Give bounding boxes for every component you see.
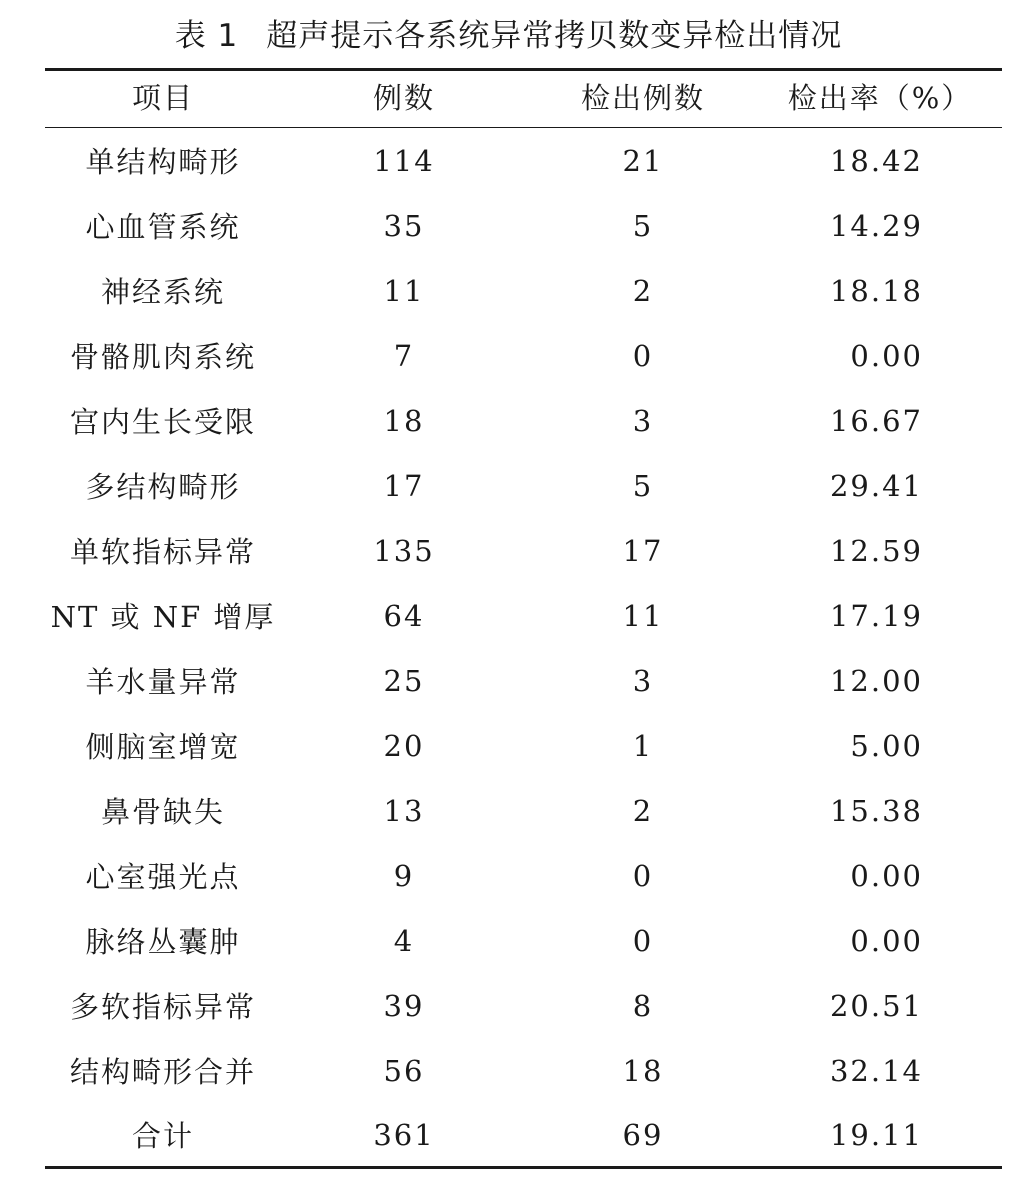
table-row: [45, 453, 1002, 518]
cell-rate: 5.00: [850, 728, 923, 763]
cell-cases: 39: [383, 988, 425, 1023]
table-header-row: [45, 64, 1002, 129]
cell-detected: 3: [632, 403, 654, 438]
cell-detected: 3: [632, 663, 654, 698]
cell-detected: 17: [622, 533, 664, 568]
table-row: [45, 973, 1002, 1038]
cell-item: 羊水量异常: [85, 665, 241, 699]
table-row: [45, 648, 1002, 713]
header-item: 项目: [131, 81, 194, 115]
cell-detected: 18: [622, 1053, 664, 1088]
cell-rate: 19.11: [829, 1117, 923, 1152]
table-row: [45, 843, 1002, 908]
cell-rate: 0.00: [850, 923, 923, 958]
cell-cases: 361: [373, 1117, 435, 1152]
cell-cases: 9: [393, 858, 415, 893]
cell-item: 结构畸形合并: [69, 1055, 256, 1089]
cell-cases: 135: [373, 533, 435, 568]
header-cases: 例数: [372, 81, 435, 115]
cell-cases: 11: [383, 273, 425, 308]
cell-detected: 8: [632, 988, 654, 1023]
cell-cases: 56: [383, 1053, 425, 1088]
cell-cases: 64: [383, 598, 425, 633]
cell-cases: 4: [393, 923, 415, 958]
header-detection-rate: 检出率（%）: [787, 81, 973, 115]
bottom-rule: [45, 1166, 1002, 1169]
cell-detected: 11: [622, 598, 664, 633]
cell-cases: 17: [383, 468, 425, 503]
table-row: [45, 323, 1002, 388]
table-row: [45, 908, 1002, 973]
cell-rate: 18.42: [829, 143, 923, 178]
cell-cases: 114: [373, 143, 435, 178]
cell-item: 骨骼肌肉系统: [69, 340, 256, 374]
cell-rate: 15.38: [829, 793, 923, 828]
cell-detected: 69: [622, 1117, 664, 1152]
table-total-row: [45, 1102, 1002, 1167]
cell-rate: 16.67: [829, 403, 923, 438]
cell-rate: 12.59: [829, 533, 923, 568]
cell-item: 脉络丛囊肿: [85, 925, 241, 959]
cell-item: 侧脑室增宽: [85, 730, 241, 764]
table-number: 表 1: [174, 18, 239, 54]
cell-cases: 35: [383, 208, 425, 243]
cell-cases: 25: [383, 663, 425, 698]
table-row: [45, 128, 1002, 193]
cell-detected: 2: [632, 273, 654, 308]
cell-detected: 0: [632, 858, 654, 893]
table-row: [45, 193, 1002, 258]
cell-detected: 0: [632, 338, 654, 373]
cell-detected: 5: [632, 468, 654, 503]
cell-detected: 5: [632, 208, 654, 243]
cell-cases: 20: [383, 728, 425, 763]
cell-rate: 12.00: [829, 663, 923, 698]
cell-rate: 18.18: [829, 273, 923, 308]
cell-item: 心血管系统: [85, 210, 241, 244]
cell-item: 合计: [131, 1119, 194, 1153]
table-row: [45, 713, 1002, 778]
cell-item: 多软指标异常: [69, 990, 256, 1024]
cell-item: 宫内生长受限: [69, 405, 256, 439]
table-row: [45, 583, 1002, 648]
table-row: [45, 518, 1002, 583]
cell-item: NT 或 NF 增厚: [50, 600, 276, 634]
cell-detected: 2: [632, 793, 654, 828]
table-row: [45, 1038, 1002, 1103]
cell-rate: 17.19: [829, 598, 923, 633]
cell-cases: 18: [383, 403, 425, 438]
cell-item: 心室强光点: [85, 860, 241, 894]
table-title: 超声提示各系统异常拷贝数变异检出情况: [266, 18, 843, 54]
cell-cases: 13: [383, 793, 425, 828]
cell-detected: 0: [632, 923, 654, 958]
table-row: [45, 778, 1002, 843]
table-row: [45, 388, 1002, 453]
cell-item: 鼻骨缺失: [100, 795, 225, 829]
cell-rate: 29.41: [829, 468, 923, 503]
table-caption: [0, 14, 1017, 58]
cell-item: 单结构畸形: [85, 145, 241, 179]
cell-rate: 0.00: [850, 858, 923, 893]
cell-detected: 1: [632, 728, 654, 763]
cell-rate: 20.51: [829, 988, 923, 1023]
cell-rate: 0.00: [850, 338, 923, 373]
cell-rate: 14.29: [829, 208, 923, 243]
cell-detected: 21: [622, 143, 664, 178]
cell-rate: 32.14: [829, 1053, 923, 1088]
cell-cases: 7: [393, 338, 415, 373]
table-row: [45, 258, 1002, 323]
cell-item: 单软指标异常: [69, 535, 256, 569]
cell-item: 神经系统: [100, 275, 225, 309]
cell-item: 多结构畸形: [85, 470, 241, 504]
header-detected-cases: 检出例数: [580, 81, 705, 115]
